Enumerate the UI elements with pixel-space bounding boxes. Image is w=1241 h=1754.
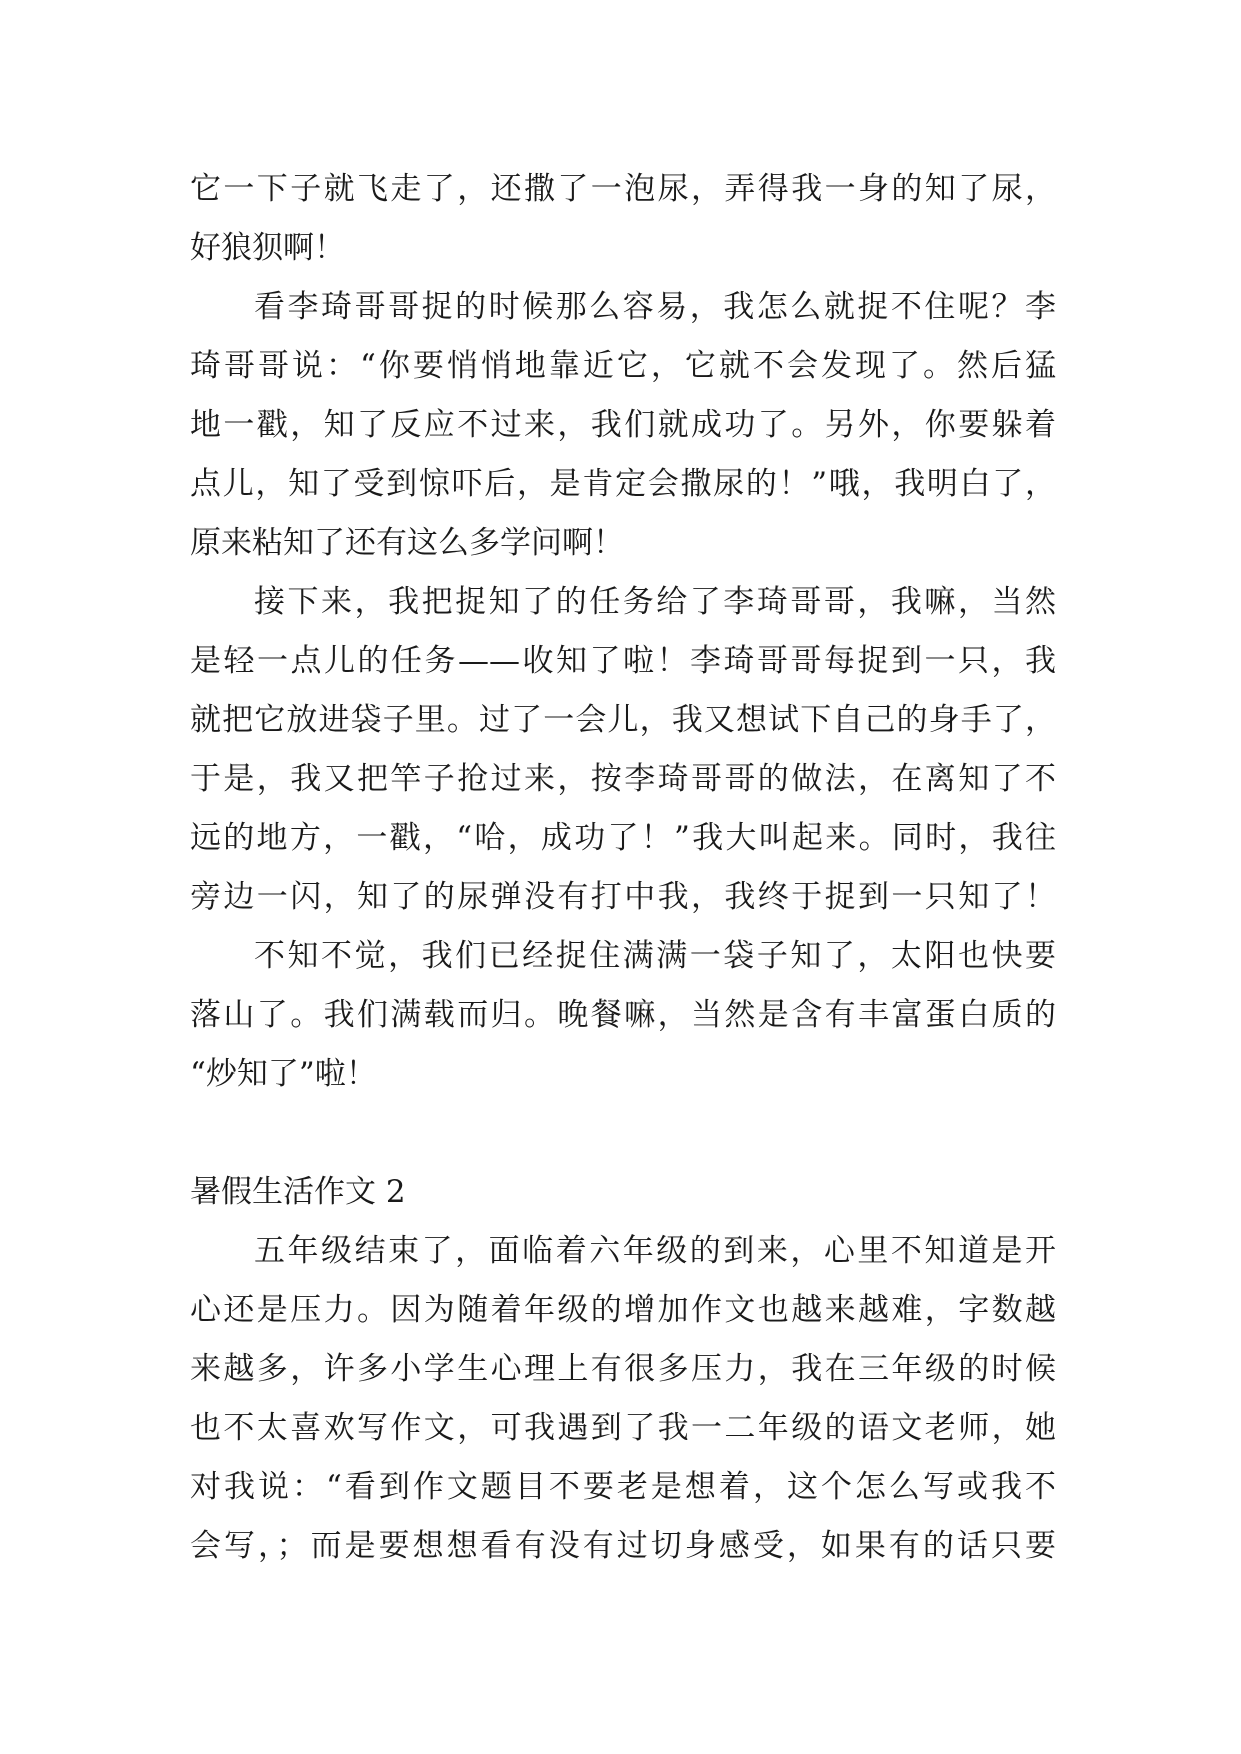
text-line: 接下来，我把捉知了的任务给了李琦哥哥，我嘛，当然 <box>254 584 1056 620</box>
text-line: 落山了。我们满载而归。晚餐嘛，当然是含有丰富蛋白质的 <box>190 997 1056 1033</box>
text-line: 看李琦哥哥捉的时候那么容易，我怎么就捉不住呢？李 <box>254 289 1056 325</box>
text-line: 五年级结束了，面临着六年级的到来，心里不知道是开 <box>254 1233 1056 1269</box>
document-page <box>190 160 1056 1576</box>
text-line: 是轻一点儿的任务——收知了啦！李琦哥哥每捉到一只，我 <box>190 643 1056 679</box>
text-line: 它一下子就飞走了，还撒了一泡尿，弄得我一身的知了尿， <box>190 171 1056 207</box>
section-heading: 暑假生活作文 2 <box>190 1174 406 1210</box>
text-line: 于是，我又把竿子抢过来，按李琦哥哥的做法，在离知了不 <box>190 761 1056 797</box>
text-line: 会写，；而是要想想看有没有过切身感受，如果有的话只要 <box>190 1528 1056 1564</box>
text-line: “炒知了”啦！ <box>190 1056 377 1092</box>
text-line: 也不太喜欢写作文，可我遇到了我一二年级的语文老师，她 <box>190 1410 1056 1446</box>
paragraph <box>190 927 1056 1104</box>
paragraph <box>190 278 1056 573</box>
text-line: 心还是压力。因为随着年级的增加作文也越来越难，字数越 <box>190 1292 1056 1328</box>
text-line: 旁边一闪，知了的尿弹没有打中我，我终于捉到一只知了！ <box>190 879 1056 915</box>
text-line: 点儿，知了受到惊吓后，是肯定会撒尿的！”哦，我明白了， <box>190 466 1056 502</box>
text-line: 琦哥哥说：“你要悄悄地靠近它，它就不会发现了。然后猛 <box>190 348 1056 384</box>
text-line: 对我说：“看到作文题目不要老是想着，这个怎么写或我不 <box>190 1469 1056 1505</box>
text-line: 就把它放进袋子里。过了一会儿，我又想试下自己的身手了， <box>190 702 1056 738</box>
text-line: 好狼狈啊！ <box>190 230 345 266</box>
paragraph <box>190 1222 1056 1576</box>
text-line: 地一戳，知了反应不过来，我们就成功了。另外，你要躲着 <box>190 407 1056 443</box>
paragraph <box>190 160 1056 278</box>
text-line: 来越多，许多小学生心理上有很多压力，我在三年级的时候 <box>190 1351 1056 1387</box>
paragraph <box>190 573 1056 927</box>
text-line: 不知不觉，我们已经捉住满满一袋子知了，太阳也快要 <box>254 938 1056 974</box>
text-line: 原来粘知了还有这么多学问啊！ <box>190 525 624 561</box>
text-line: 远的地方，一戳，“哈，成功了！”我大叫起来。同时，我往 <box>190 820 1056 856</box>
